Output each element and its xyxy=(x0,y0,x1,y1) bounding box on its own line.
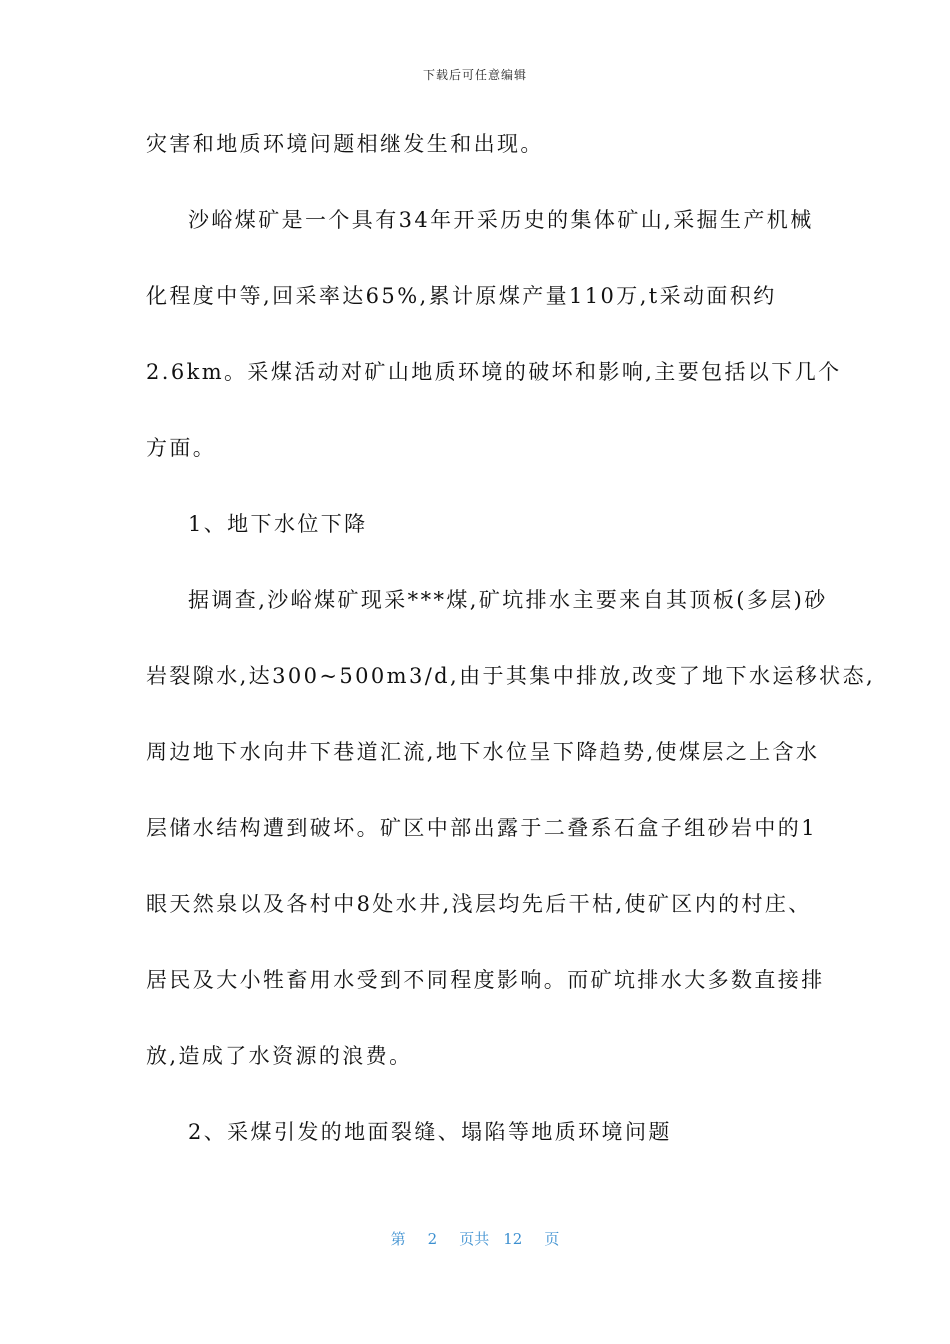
text-line: 放,造成了水资源的浪费。 xyxy=(146,1044,413,1068)
section-heading: 2、采煤引发的地面裂缝、塌陷等地质环境问题 xyxy=(188,1120,672,1144)
text-line: 化程度中等,回采率达65%,累计原煤产量110万,t采动面积约 xyxy=(146,284,777,308)
footer-middle: 页共 xyxy=(459,1230,490,1248)
text-line: 据调查,沙峪煤矿现采***煤,矿坑排水主要来自其顶板(多层)砂 xyxy=(188,588,828,612)
text-line: 岩裂隙水,达300~500m3/d,由于其集中排放,改变了地下水运移状态, xyxy=(146,664,876,688)
footer-page-number: 2 xyxy=(427,1230,438,1248)
text-line: 眼天然泉以及各村中8处水井,浅层均先后干枯,使矿区内的村庄、 xyxy=(146,892,812,916)
section-heading: 1、地下水位下降 xyxy=(188,512,368,536)
text-line: 沙峪煤矿是一个具有34年开采历史的集体矿山,采掘生产机械 xyxy=(188,208,814,232)
text-line: 灾害和地质环境问题相继发生和出现。 xyxy=(146,132,544,156)
page-header-note: 下载后可任意编辑 xyxy=(422,68,527,82)
text-line: 层储水结构遭到破坏。矿区中部出露于二叠系石盒子组砂岩中的1 xyxy=(146,816,817,840)
text-line: 方面。 xyxy=(146,436,217,460)
footer-suffix: 页 xyxy=(544,1230,560,1248)
text-line: 周边地下水向井下巷道汇流,地下水位呈下降趋势,使煤层之上含水 xyxy=(146,740,820,764)
text-line: 居民及大小牲畜用水受到不同程度影响。而矿坑排水大多数直接排 xyxy=(146,968,825,992)
footer-total-pages: 12 xyxy=(503,1230,523,1248)
text-line: 2.6km。采煤活动对矿山地质环境的破坏和影响,主要包括以下几个 xyxy=(146,360,842,384)
page-number-footer xyxy=(0,1228,950,1249)
footer-prefix: 第 xyxy=(390,1230,406,1248)
